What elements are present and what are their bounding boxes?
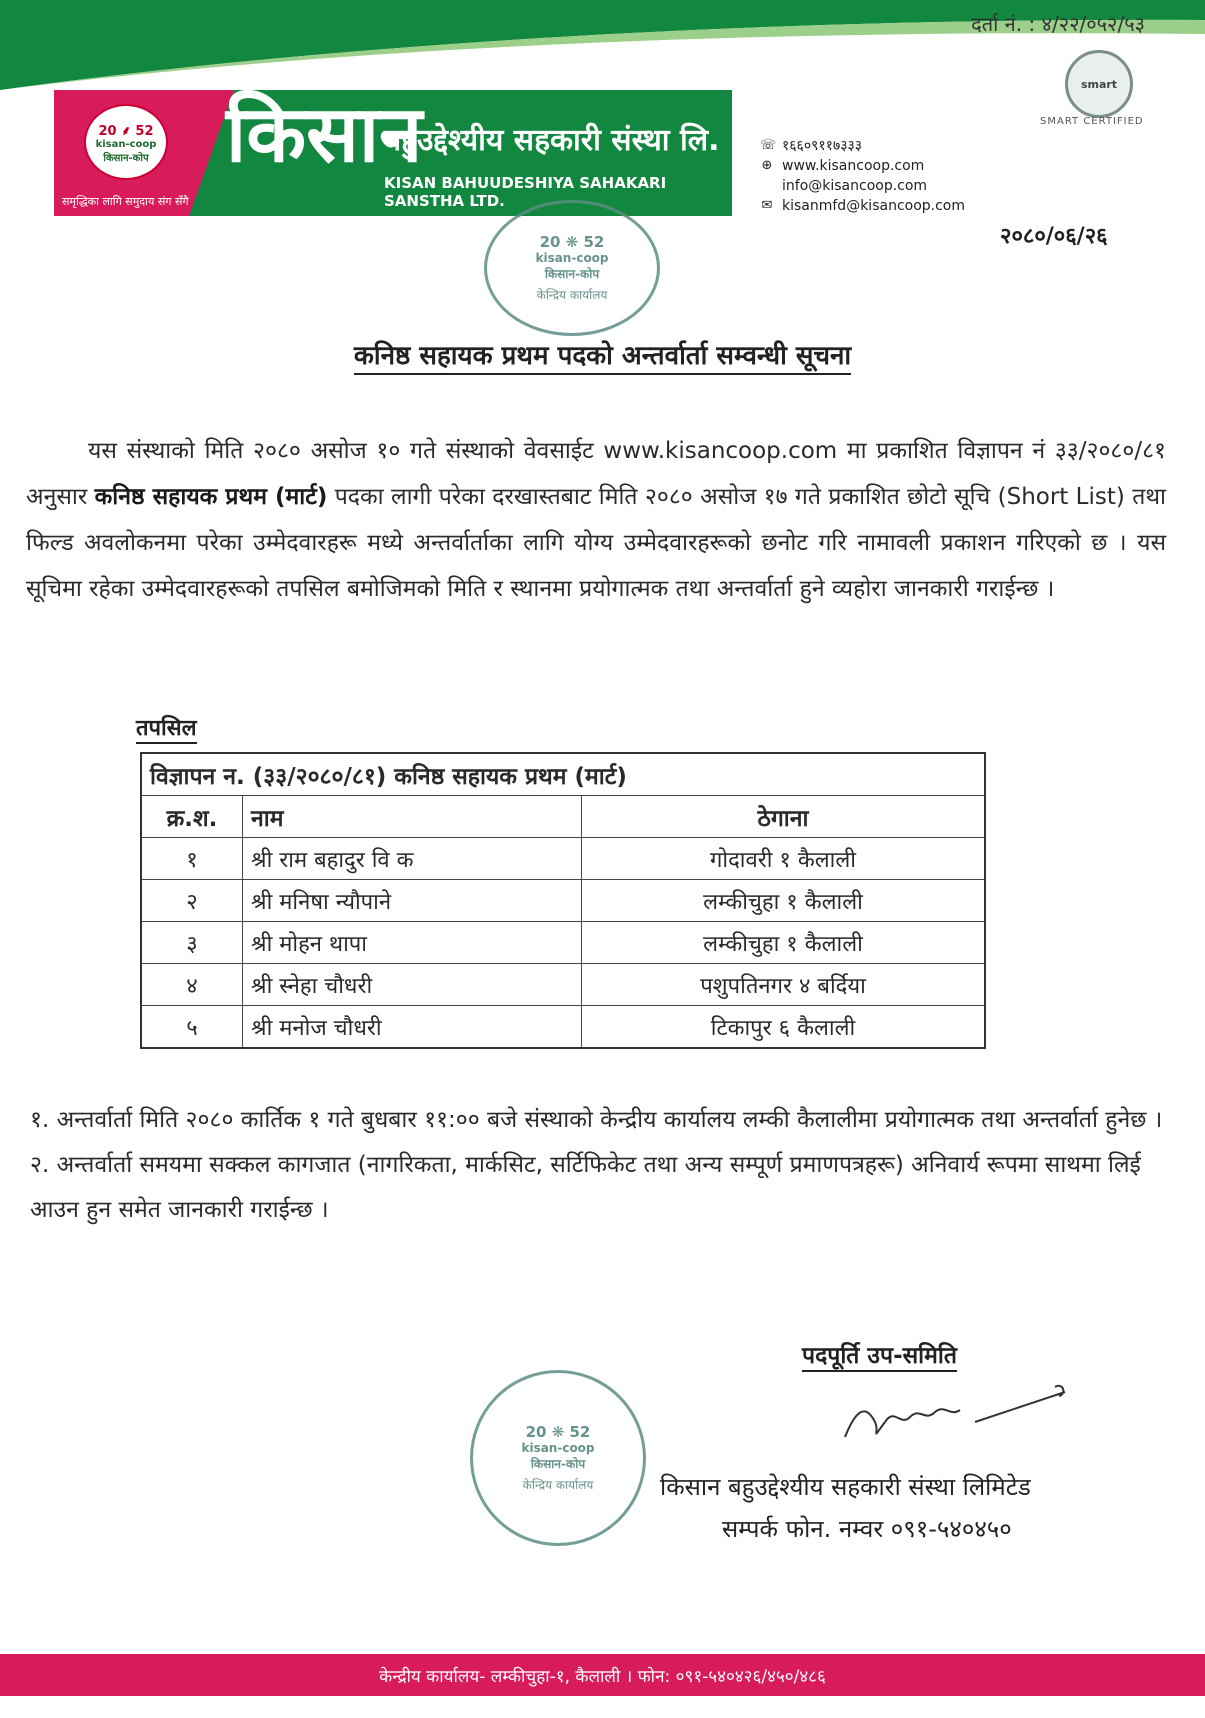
footer-bar xyxy=(0,1654,1205,1696)
office-stamp-top: 20 ❋ 52 kisan-coop किसान-कोप केन्द्रिय कार्यालय xyxy=(484,200,660,336)
candidate-table xyxy=(140,752,986,1049)
table-caption: विज्ञापन न. (३३/२०८०/८१) कनिष्ठ सहायक प्रथम (मार्ट) xyxy=(141,753,985,796)
contact-email[interactable]: ✉ kisanmfd@kisancoop.com xyxy=(761,198,966,214)
table-row: ४ श्री स्नेहा चौधरी पशुपतिनगर ४ बर्दिया xyxy=(141,964,985,1006)
notes-list xyxy=(30,1098,1180,1233)
notice-body: यस संस्थाको मिति २०८० असोज १० गते संस्थाको वेवसाईट www.kisancoop.com मा प्रकाशित विज्ञापन नं ३३/२०८०/८१ अनुसार कनिष्ठ सहायक प्रथम (मार्ट) पदका लागी परेका दरखास्तबाट मिति २०८० असोज १७ गते प्रकाशित छोटो सूचि (Short List) तथा फिल्ड अवलोकनमा परेका उम्मेदवारहरू मध्ये अन्तर्वार्ताका लागि योग्य उम्मेदवारहरूको छनोट गरि नामावली प्रकाशन गरिएको छ । यस सूचिमा रहेका उम्मेदवारहरूको तपसिल बमोजिमको मिति र स्थानमा प्रयोगात्मक तथा अन्तर्वार्ता हुने व्यहोरा जानकारी गराईन्छ । xyxy=(26,438,1166,602)
contact-phone-number: सम्पर्क फोन. नम्वर ०९१-५४०४५० xyxy=(722,1515,1012,1543)
note-item: २. अन्तर्वार्ता समयमा सक्कल कागजात (नागरिकता, मार्कसिट, सर्टिफिकेट तथा अन्य सम्पूर्ण प्रमाणपत्रहरू) अनिवार्य रूपमा साथमा लिई आउन हुन समेत जानकारी गराईन्छ । xyxy=(30,1152,1141,1223)
table-row: ५ श्री मनोज चौधरी टिकापुर ६ कैलाली xyxy=(141,1006,985,1049)
smart-badge: smart xyxy=(1065,50,1133,118)
tapasil-heading: तपसिल xyxy=(136,712,197,744)
mail-icon: ✉ xyxy=(761,198,773,213)
table-row: ३ श्री मोहन थापा लम्कीचुहा १ कैलाली xyxy=(141,922,985,964)
table-caption-row xyxy=(141,753,985,796)
registration-number: दर्ता नं. : ४/२२/०५२/५३ xyxy=(971,12,1145,36)
notice-title: कनिष्ठ सहायक प्रथम पदको अन्तर्वार्ता सम्वन्धी सूचना xyxy=(0,336,1205,372)
col-header-name: नाम xyxy=(243,796,582,838)
col-header-address: ठेगाना xyxy=(582,796,986,838)
footer-text: केन्द्रीय कार्यालय- लम्कीचुहा-१, कैलाली । फोन: ०९१-५४०४२६/४५०/४८६ xyxy=(379,1666,826,1687)
office-stamp-bottom: 20 ❋ 52 kisan-coop किसान-कोप केन्द्रिय कार्यालय xyxy=(470,1370,646,1546)
table-row: २ श्री मनिषा न्यौपाने लम्कीचुहा १ कैलाली xyxy=(141,880,985,922)
brand-name-en: KISAN BAHUUDESHIYA SAHAKARI SANSTHA LTD. xyxy=(384,174,667,210)
brand-name-np: किसान xyxy=(226,90,423,180)
table-header-row xyxy=(141,796,985,838)
contact-block xyxy=(760,136,965,216)
globe-icon: ⊕ xyxy=(761,158,773,173)
notice-date: २०८०/०६/२६ xyxy=(1000,224,1108,249)
contact-phone: ☏ १६६०९११७३३३ xyxy=(760,138,863,154)
smart-certified-label: SMART CERTIFIED xyxy=(1040,116,1144,127)
brand-banner xyxy=(54,90,732,216)
brand-name-sub: बहुउद्देश्यीय सहकारी संस्था लि. xyxy=(384,123,720,158)
position-name: कनिष्ठ सहायक प्रथम (मार्ट) xyxy=(94,484,328,510)
table-row: १ श्री राम बहादुर वि क गोदावरी १ कैलाली xyxy=(141,838,985,880)
logo: 20 ⸙ 52 kisan-coop किसान-कोप xyxy=(84,104,168,180)
committee-title: पदपूर्ति उप-समिति xyxy=(802,1338,957,1372)
phone-icon: ☏ xyxy=(760,138,777,153)
contact-website[interactable]: ⊕ www.kisancoop.com xyxy=(761,158,925,174)
note-item: १. अन्तर्वार्ता मिति २०८० कार्तिक १ गते बुधबार ११:०० बजे संस्थाको केन्द्रीय कार्यालय लम्की कैलालीमा प्रयोगात्मक तथा अन्तर्वार्ता हुनेछ । xyxy=(30,1107,1163,1133)
tagline: समृद्धिका लागि समुदाय संग सँगै xyxy=(62,195,189,208)
contact-info-email[interactable]: info@kisancoop.com xyxy=(782,178,928,194)
handwritten-signature xyxy=(835,1382,1075,1452)
col-header-sn: क्र.श. xyxy=(141,796,243,838)
organization-name: किसान बहुउद्देश्यीय सहकारी संस्था लिमिटेड xyxy=(660,1473,1031,1501)
